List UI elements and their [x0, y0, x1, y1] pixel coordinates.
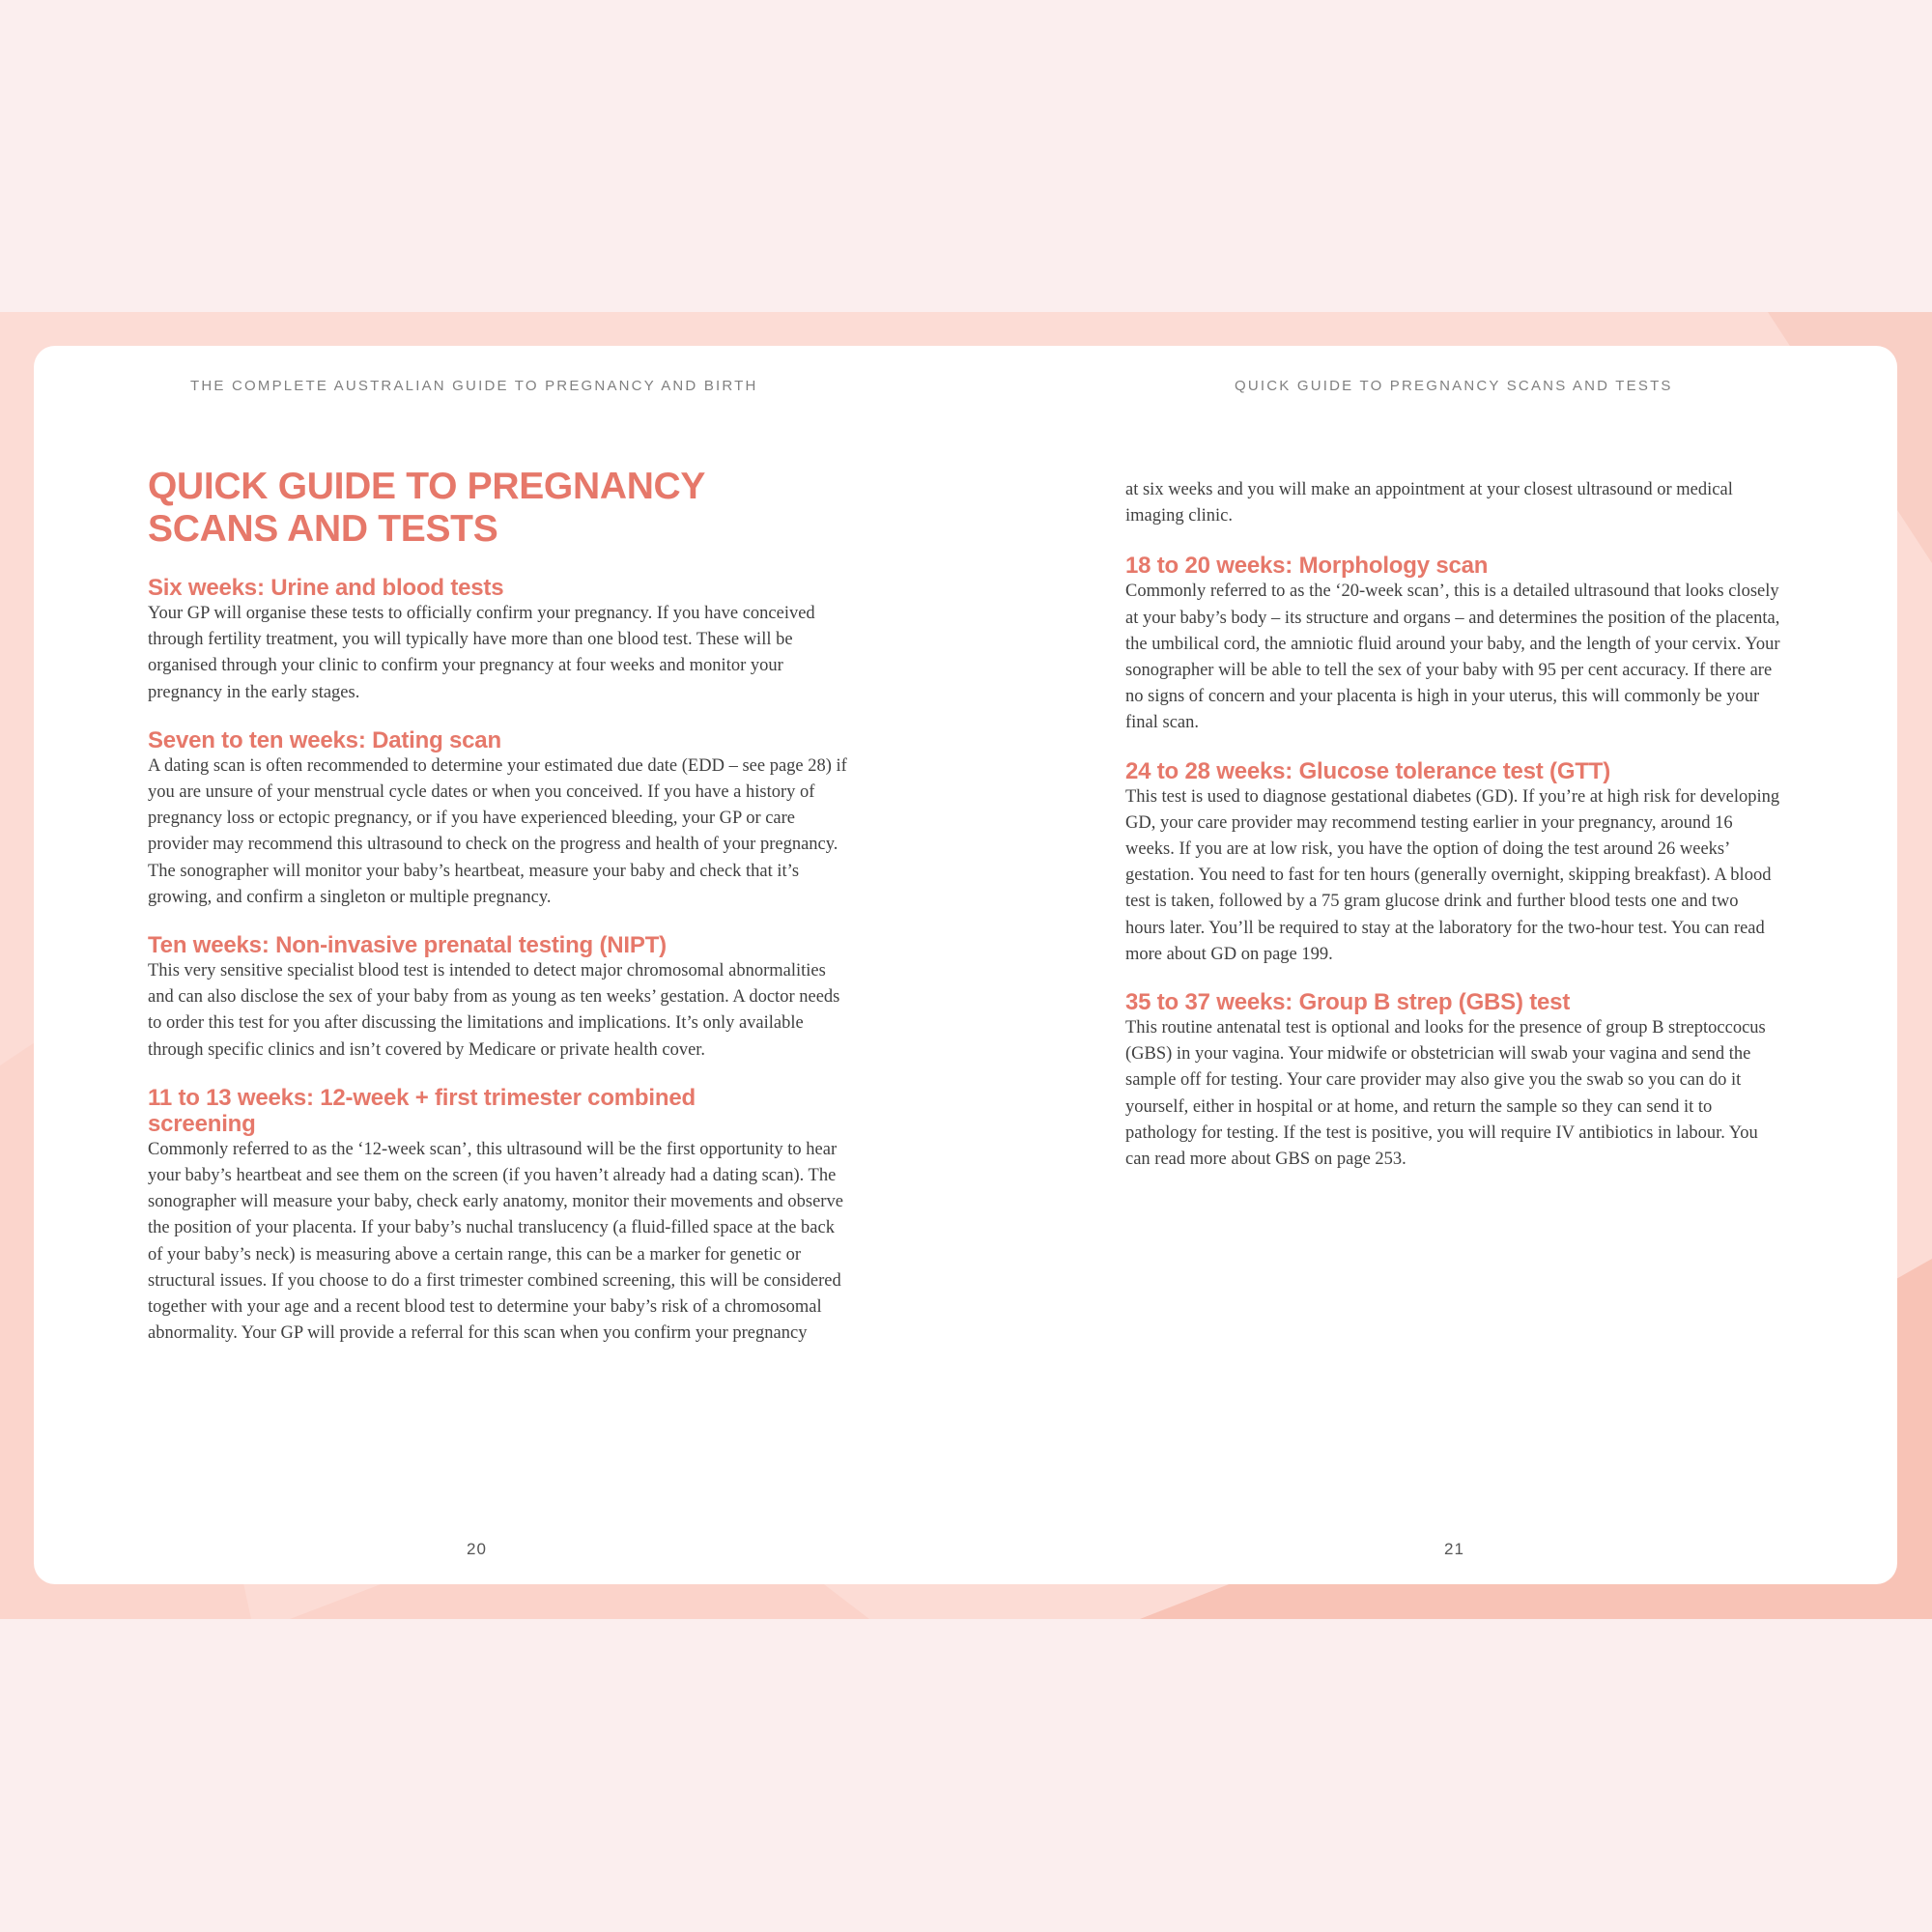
book-spread: [34, 346, 1897, 1584]
section-heading: 18 to 20 weeks: Morphology scan: [1125, 553, 1489, 580]
page-title-line-1: QUICK GUIDE TO PREGNANCY: [148, 466, 706, 507]
section-body: Commonly referred to as the ‘20-week scan’, this is a detailed ultrasound that looks closely at your baby’s body – its structure and organs – and determines the position of the placenta, the umbilical cord, the amniotic fluid around your baby, and the length of your cervix. Your sonographer will be able to tell the sex of your baby with 95 per cent accuracy. If there are no signs of concern and your placenta is high in your uterus, this will commonly be your final scan.: [1125, 582, 1780, 733]
section-heading: Six weeks: Urine and blood tests: [148, 575, 504, 601]
section-nipt: [148, 932, 853, 1064]
left-running-head: THE COMPLETE AUSTRALIAN GUIDE TO PREGNANCY AND BIRTH: [190, 378, 758, 394]
section-body: Your GP will organise these tests to officially confirm your pregnancy. If you have conceived through fertility treatment, you will typically have more than one blood test. These will be organised through your clinic to confirm your pregnancy at four weeks and monitor your pregnancy in the early stages.: [148, 604, 815, 702]
left-page-column: [148, 466, 853, 1368]
section-heading: Ten weeks: Non-invasive prenatal testing (NIPT): [148, 932, 667, 959]
section-body: A dating scan is often recommended to determine your estimated due date (EDD – see page 28) if you are unsure of your menstrual cycle dates or when you conceived. If you have a history of pregnancy loss or ectopic pregnancy, or if you have experienced bleeding, your GP or care provider may recommend this ultrasound to check on the progress and health of your pregnancy. The sonographer will monitor your baby’s heartbeat, measure your baby and check that it’s growing, and confirm a singleton or multiple pregnancy.: [148, 755, 847, 907]
right-page-column: [1125, 477, 1782, 1194]
section-heading: Seven to ten weeks: Dating scan: [148, 726, 501, 753]
section-12-week-scan: [148, 1085, 853, 1348]
left-page-number: 20: [467, 1540, 487, 1558]
section-six-weeks: [148, 575, 853, 706]
section-heading: 11 to 13 weeks: 12-week + first trimester combined screening: [148, 1084, 696, 1137]
page-title-line-2: SCANS AND TESTS: [148, 508, 498, 550]
section-heading: 24 to 28 weeks: Glucose tolerance test (GTT): [1125, 757, 1611, 784]
section-body: This very sensitive specialist blood test is intended to detect major chromosomal abnormalities and can also disclose the sex of your baby from as young as ten weeks’ gestation. A doctor needs to order this test for you after discussing the limitations and implications. It’s only available through specific clinics and isn’t covered by Medicare or private health cover.: [148, 961, 840, 1060]
section-glucose-tolerance-test: [1125, 758, 1782, 968]
right-page-number: 21: [1444, 1540, 1464, 1558]
section-body: This test is used to diagnose gestational diabetes (GD). If you’re at high risk for developing GD, your care provider may recommend testing earlier in your pregnancy, around 16 weeks. If you are at low risk, you have the option of doing the test around 26 weeks’ gestation. You need to fast for ten hours (generally overnight, skipping breakfast). A blood test is taken, followed by a 75 gram glucose drink and further blood tests one and two hours later. You’ll be required to stay at the laboratory for the two-hour test. You can read more about GD on page 199.: [1125, 786, 1780, 964]
continued-paragraph: at six weeks and you will make an appointment at your closest ultrasound or medical imaging clinic.: [1125, 480, 1733, 526]
section-body: Commonly referred to as the ‘12-week scan’, this ultrasound will be the first opportunity to hear your baby’s heartbeat and see them on the screen (if you haven’t already had a dating scan). The sonographer will measure your baby, check early anatomy, monitor their movements and observe the position of your placenta. If your baby’s nuchal translucency (a fluid-filled space at the back of your baby’s neck) is measuring above a certain range, this can be a marker for genetic or structural issues. If you choose to do a first trimester combined screening, this will be considered together with your age and a recent blood test to determine your baby’s risk of a chromosomal abnormality. Your GP will provide a referral for this scan when you confirm your pregnancy: [148, 1139, 843, 1344]
section-dating-scan: [148, 727, 853, 911]
section-heading: 35 to 37 weeks: Group B strep (GBS) test: [1125, 989, 1571, 1016]
right-running-head: QUICK GUIDE TO PREGNANCY SCANS AND TESTS: [1235, 378, 1673, 394]
section-body: This routine antenatal test is optional and looks for the presence of group B streptoccocus (GBS) in your vagina. Your midwife or obstetrician will swab your vagina and send the sample off for testing. Your care provider may also give you the swab so you can do it yourself, either in hospital or at home, and return the sample so they can send it to pathology for testing. If the test is positive, you will require IV antibiotics in labour. You can read more about GBS on page 253.: [1125, 1018, 1766, 1170]
section-morphology-scan: [1125, 553, 1782, 736]
section-gbs-test: [1125, 989, 1782, 1173]
page-title: [148, 466, 853, 551]
